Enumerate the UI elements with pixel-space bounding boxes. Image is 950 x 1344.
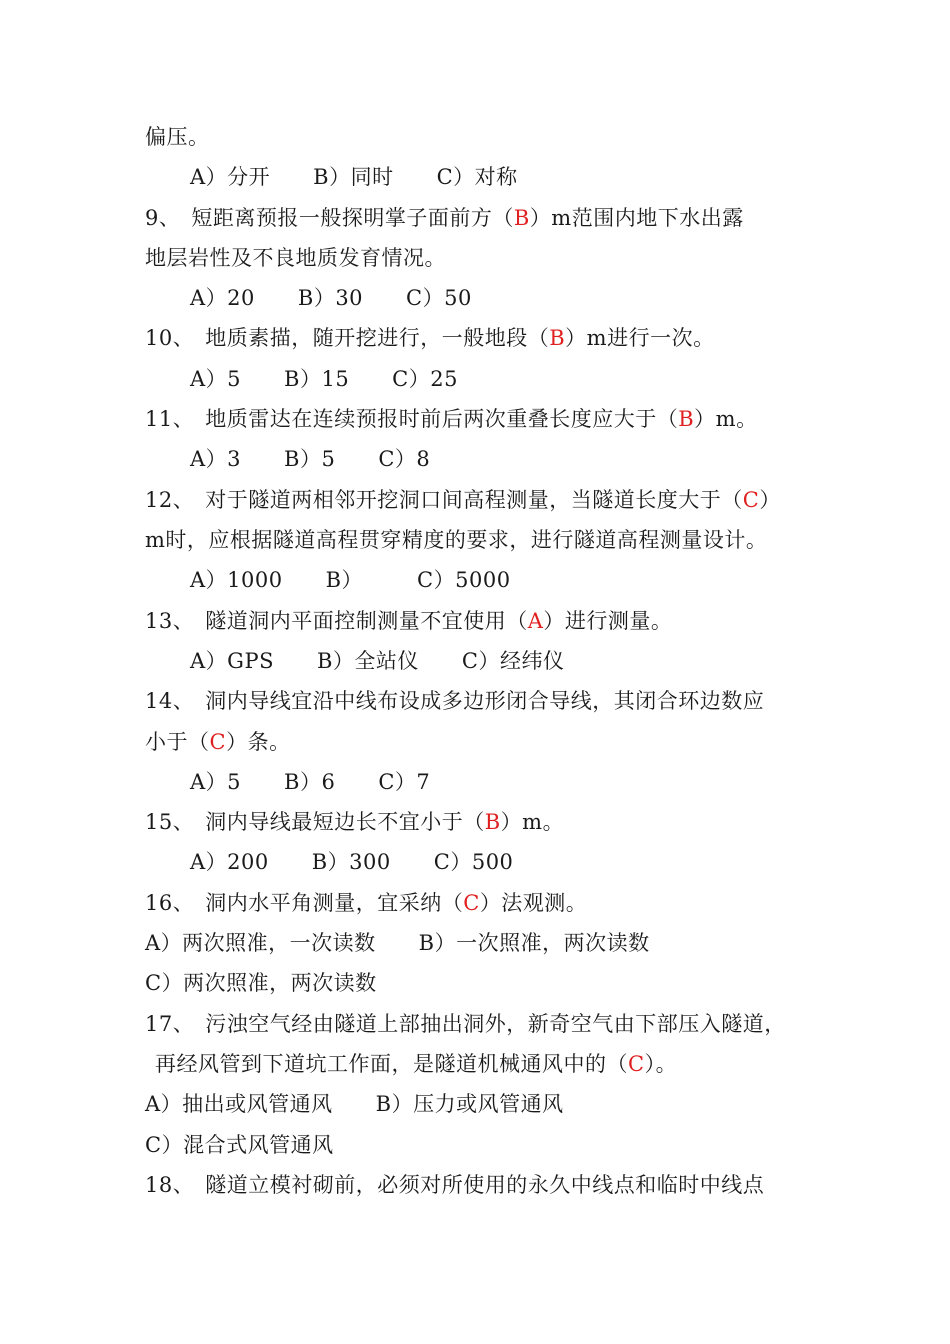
question-text: ）。 — [644, 1052, 678, 1076]
options-line: C）混合式风管通风 — [145, 1133, 334, 1157]
question-text: 再经风管到下道坑工作面，是隧道机械通风中的（ — [155, 1052, 628, 1076]
question-text: 13、 隧道洞内平面控制测量不宜使用（ — [145, 609, 528, 633]
options-line: A）GPS B）全站仪 C）经纬仪 — [190, 649, 565, 673]
question-9 — [145, 203, 744, 233]
question-12 — [145, 485, 781, 515]
options-line: C）两次照准，两次读数 — [145, 971, 377, 995]
answer-mark: C — [209, 730, 227, 754]
answer-mark: B — [484, 810, 501, 834]
answer-mark: B — [549, 326, 566, 350]
question-10 — [145, 323, 715, 353]
options-line: A）200 B）300 C）500 — [190, 850, 514, 874]
question-17: 17、 污浊空气经由隧道上部抽出洞外，新奇空气由下部压入隧道， — [145, 1012, 786, 1036]
question-text: 9、 短距离预报一般探明掌子面前方（ — [145, 206, 514, 230]
options-line: A）5 B）6 C）7 — [190, 770, 431, 794]
question-text: 小于（ — [145, 730, 210, 754]
question-text: ）m范围内地下水出露 — [529, 206, 744, 230]
options-line: A）抽出或风管通风 B）压力或风管通风 — [145, 1092, 564, 1116]
options-line: A）1000 B） C）5000 — [190, 568, 511, 592]
question-text: ）m进行一次。 — [565, 326, 715, 350]
text-line: 偏压。 — [145, 125, 210, 149]
answer-mark: C — [463, 891, 480, 915]
question-text: 10、 地质素描，随开挖进行，一般地段（ — [145, 326, 550, 350]
options-line: A）3 B）5 C）8 — [190, 447, 431, 471]
question-9-cont: 地层岩性及不良地质发育情况。 — [145, 246, 446, 270]
question-14-cont — [145, 727, 291, 757]
answer-mark: B — [678, 407, 695, 431]
question-text: ）m。 — [694, 407, 758, 431]
options-line: A）两次照准，一次读数 B）一次照准，两次读数 — [145, 931, 650, 955]
question-12-cont: m时，应根据隧道高程贯穿精度的要求，进行隧道高程测量设计。 — [145, 528, 768, 552]
question-16 — [145, 888, 587, 918]
answer-mark: B — [513, 206, 530, 230]
question-text: ）m。 — [500, 810, 565, 834]
question-17-cont — [155, 1049, 677, 1079]
question-13 — [145, 606, 672, 636]
question-15 — [145, 807, 564, 837]
question-text: ）条。 — [226, 730, 291, 754]
question-text: ） — [759, 488, 781, 512]
question-11 — [145, 404, 758, 434]
question-text: ）进行测量。 — [543, 609, 673, 633]
question-text: 16、 洞内水平角测量，宜采纳（ — [145, 891, 464, 915]
question-text: 15、 洞内导线最短边长不宜小于（ — [145, 810, 485, 834]
answer-mark: C — [628, 1052, 645, 1076]
options-line: A）20 B）30 C）50 — [190, 286, 472, 310]
question-14: 14、 洞内导线宜沿中线布设成多边形闭合导线，其闭合环边数应 — [145, 689, 765, 713]
options-line: A）5 B）15 C）25 — [190, 367, 458, 391]
answer-mark: A — [527, 609, 544, 633]
options-line: A）分开 B）同时 C）对称 — [190, 165, 518, 189]
answer-mark: C — [742, 488, 760, 512]
question-text: 11、 地质雷达在连续预报时前后两次重叠长度应大于（ — [145, 407, 679, 431]
question-18: 18、 隧道立模衬砌前，必须对所使用的永久中线点和临时中线点 — [145, 1173, 765, 1197]
question-text: ）法观测。 — [479, 891, 588, 915]
question-text: 12、 对于隧道两相邻开挖洞口间高程测量，当隧道长度大于（ — [145, 488, 743, 512]
